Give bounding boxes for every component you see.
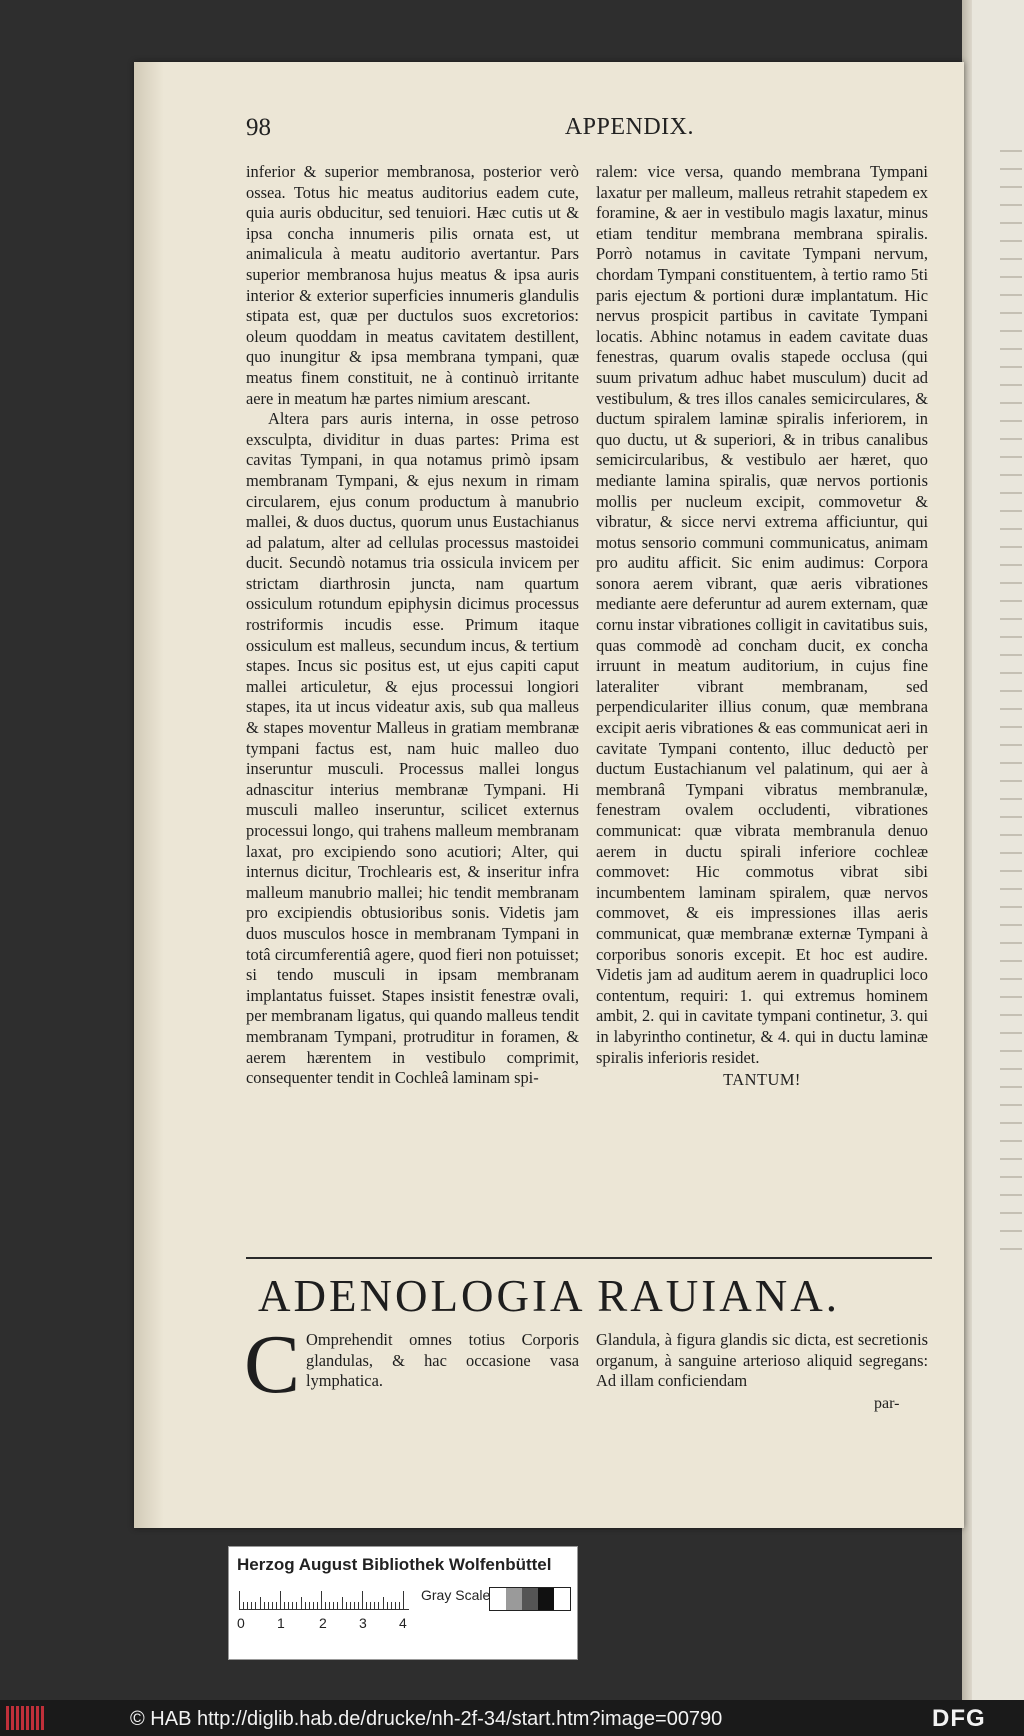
- ruler-tick: [387, 1602, 388, 1609]
- right-text-column: [596, 162, 928, 1091]
- ruler-tick: [346, 1602, 347, 1609]
- paragraph: inferior & superior membranosa, posterior verò ossea. Totus hic meatus auditorius eadem cute, quia auris obducitur, sed tenuiori. Hæc cutis ut & ipsa concha innumeris pilis ornata est, ut animalicula à meatu auditorio avertantur. Pars superior membranosa hujus meatus & ipsa auris interior & exterior superficies innumeris glandulis stipata est, quæ per ductulos suos excretorios: oleum quoddam in meatus cavitatem destillent, quo inungitur & ipsa membrana tympani, quæ meatus finem constituit, ne à continuò irritante aere in meatum hæ partes nimium arescant.: [246, 162, 579, 408]
- ruler-tick: [354, 1602, 355, 1609]
- library-name: Herzog August Bibliothek Wolfenbüttel: [237, 1555, 552, 1574]
- gray-scale-label: Gray Scale: [421, 1587, 491, 1603]
- gray-swatch: [522, 1588, 538, 1610]
- ruler-tick: [391, 1602, 392, 1609]
- ruler-tick: [296, 1602, 297, 1609]
- ruler-numbers: [237, 1615, 427, 1635]
- ruler-tick: [268, 1602, 269, 1609]
- ruler-tick: [403, 1591, 404, 1609]
- ruler-tick: [247, 1602, 248, 1609]
- ruler-tick: [251, 1602, 252, 1609]
- ruler-number: 1: [277, 1615, 285, 1631]
- ruler-tick: [272, 1602, 273, 1609]
- ruler-tick: [342, 1597, 343, 1609]
- ruler-tick: [370, 1602, 371, 1609]
- hab-logo-icon: [6, 1706, 46, 1730]
- section-intro-right: [596, 1330, 928, 1392]
- ruler-tick: [362, 1591, 363, 1609]
- ruler-tick: [358, 1602, 359, 1609]
- section-divider-rule: [246, 1257, 932, 1259]
- ruler-number: 4: [399, 1615, 407, 1631]
- paragraph: Omprehendit omnes totius Corporis glandulas, & hac occasione vasa lymphatica.: [306, 1330, 579, 1391]
- ruler-tick: [337, 1602, 338, 1609]
- library-color-card: [228, 1546, 578, 1660]
- ruler-tick: [301, 1597, 302, 1609]
- ruler-tick: [399, 1602, 400, 1609]
- gray-swatch: [506, 1588, 522, 1610]
- book-page: [134, 62, 964, 1528]
- running-head: APPENDIX.: [564, 114, 694, 140]
- ruler-tick: [260, 1597, 261, 1609]
- gray-swatch: [490, 1588, 506, 1610]
- drop-cap: C: [244, 1318, 301, 1411]
- ruler-number: 3: [359, 1615, 367, 1631]
- ruler-tick: [292, 1602, 293, 1609]
- ruler-tick: [383, 1597, 384, 1609]
- ruler-tick: [280, 1591, 281, 1609]
- ruler-tick: [378, 1602, 379, 1609]
- ruler-tick: [239, 1591, 240, 1609]
- ruler-tick: [321, 1591, 322, 1609]
- ruler-tick: [374, 1602, 375, 1609]
- ruler-tick: [350, 1602, 351, 1609]
- ruler-tick: [309, 1602, 310, 1609]
- ruler-tick: [395, 1602, 396, 1609]
- ruler-tick: [325, 1602, 326, 1609]
- paragraph: Glandula, à figura glandis sic dicta, est secretionis organum, à sanguine arterioso aliquid segregans: Ad illam conficiendam: [596, 1330, 928, 1391]
- dfg-logo: DFG: [932, 1705, 986, 1732]
- gray-scale-swatches: [489, 1587, 571, 1611]
- section-title: ADENOLOGIA RAUIANA.: [258, 1271, 840, 1321]
- gray-swatch: [554, 1588, 570, 1610]
- ruler-tick: [333, 1602, 334, 1609]
- ruler-tick: [276, 1602, 277, 1609]
- ruler-tick: [305, 1602, 306, 1609]
- left-text-column: [246, 162, 579, 1089]
- ruler-tick: [313, 1602, 314, 1609]
- ruler-number: 2: [319, 1615, 327, 1631]
- ruler-tick: [329, 1602, 330, 1609]
- ruler-tick: [366, 1602, 367, 1609]
- measurement-ruler: [239, 1587, 409, 1610]
- ruler-tick: [284, 1602, 285, 1609]
- paragraph: ralem: vice versa, quando membrana Tympani laxatur per malleum, malleus retrahit stapedem ex foramine, & aer in vestibulo magis laxatur, minus etiam tenditur membrana membrana spiralis. Porrò notamus in cavitate Tympani nervum, chordam Tympani constituentem, à tertio ramo 5ti paris ejectum & portioni duræ implantatum. Hic nervus prospicit partibus in cavitate Tympani locatis. Abhinc notamus in eadem cavitate duas fenestras, quarum ovalis stapede occlusa (qui suum privatum adhuc habet musculum) ducit ad vestibulum, & tres illos canales semicirculares, & ductum spiralem laminæ spiralis inferiorem, in quo ductu, ut & superiori, & in tribus canalibus semicircularibus, & vestibulo aer hæret, quo mediante lamina spiralis, quæ nervos portionis mollis per nucleum excipit, commovetur & vibratur, & sicce nervi extrema afficiuntur, qui motus sensorio communi communicatus, animam pro auditu afficit. Sic enim audimus: Corpora sonora aerem vibrant, quæ aeris vibrationes mediante aere deferuntur ad aurem externam, quæ cornu instar vibrationes colligit in cavitatibus suis, quas commodè ad concham ducit, ex concha irruunt in meatum auditorium, in cujus fine lateraliter vibrant membranam, sed perpendiculariter illius conum, quæ membrana excipit aeris vibrationes & eas communicat aeri in cavitate Tympani contento, illuc deductò per ductum Eustachianum vel palatinum, qui aer à membranâ Tympani vibratus membranulæ, fenestram ovalem occludenti, vibrationes communicat: quæ vibrata membranula denuo aerem in ductu spirali inferiore cochleæ commovet: Hic commotus vibrat sibi incumbentem laminam spiralem, quæ nervos commovet, & eis impressiones illas aeris communicat, quæ membranæ externæ Tympani à corporibus sonoris excepit. Et hoc est audire. Videtis jam ad auditum aerem in quadruplici loco contentum, requiri: 1. qui extremus hominem ambit, 2. qui in cavitate tympani continetur, 3. qui in labyrintho continetur, & 4. qui in ductu laminæ spiralis inferioris residet.: [596, 162, 928, 1067]
- paragraph: Altera pars auris interna, in osse petroso exsculpta, dividitur in duas partes: Prima est cavitas Tympani, in qua notamus primò ipsam membranam Tympani, & ejus nexum in rimam circularem, ejus conum productum à manubrio mallei, & duos ductus, quorum unus Eustachianus ad palatum, alter ad cellulas processus mastoidei ducit. Secundò notamus tria ossicula invicem per strictam diarthrosin juncta, nam quartum ossiculum rotundum epiphysin dicimus processus rostriformis incudis esse. Primum itaque ossiculum est malleus, secundum incus, & tertium stapes. Incus sic positus est, ut ejus capiti caput mallei articuletur, & ejus processui longiori stapes, ita ut incus videatur axis, sub qua malleus & stapes moventur Malleus in gratiam membranæ tympani factus est, nam huic malleo duo inseruntur musculi. Processus mallei longus adnascitur interius membranæ Tympani. Hi musculi malleo inseruntur, scilicet externus processui longo, qui trahens malleum membranam laxat, pro excipiendo sono acutiori; Alter, qui internus dicitur, Trochlearis est, & inseritur infra malleum manubrio mallei; hic tendit membranam pro excipiendis obtusioribus sonis. Videtis jam duos musculos hosce in membranam Tympani in totâ circumferentiâ agere, quod fieri non potuisset; si tendo musculi in ipsam membranam implantatus fuisset. Stapes insistit fenestræ ovali, per membranam ligatus, qui quando malleus tendit membranam Tympani, protruditur in foramen, & aerem hærentem in vestibulo comprimit, consequenter tendit in Cochleâ laminam spi-: [246, 409, 579, 1088]
- ruler-tick: [317, 1602, 318, 1609]
- ruler-tick: [243, 1602, 244, 1609]
- ruler-tick: [264, 1602, 265, 1609]
- page-number: 98: [246, 114, 271, 141]
- ruler-tick: [288, 1602, 289, 1609]
- facing-page-text-bleed: [1000, 150, 1022, 1250]
- viewer-footer: [0, 1700, 1024, 1736]
- tantum-closing: TANTUM!: [723, 1070, 801, 1090]
- footer-source-link[interactable]: © HAB http://diglib.hab.de/drucke/nh-2f-34/start.htm?image=00790: [130, 1708, 723, 1730]
- catchword: par-: [874, 1395, 900, 1412]
- ruler-tick: [255, 1602, 256, 1609]
- section-intro-left: [244, 1318, 579, 1411]
- ruler-number: 0: [237, 1615, 245, 1631]
- gray-swatch: [538, 1588, 554, 1610]
